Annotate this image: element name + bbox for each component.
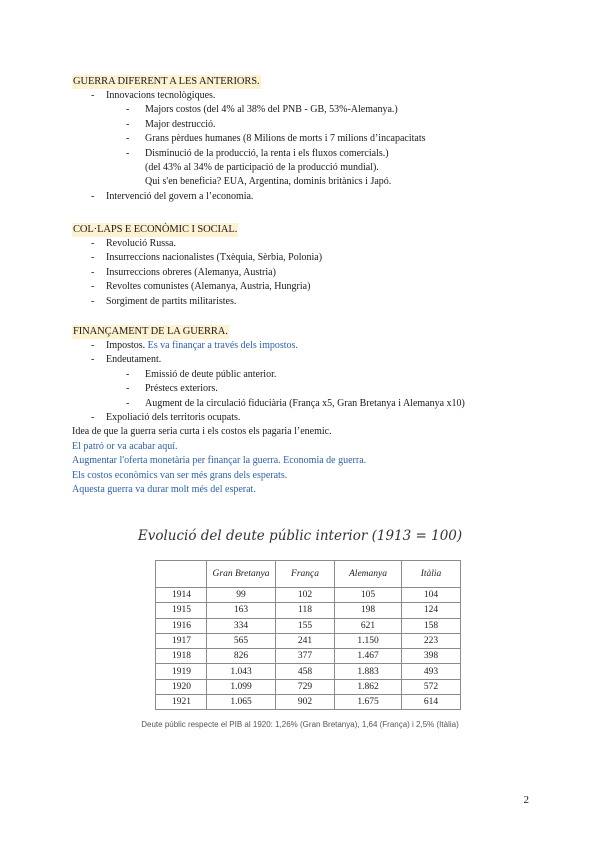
table-cell: 572 [402, 679, 461, 694]
table-cell: 1.043 [207, 664, 276, 679]
table-cell: 118 [276, 603, 335, 618]
list-item: - Majors costos (del 4% al 38% del PNB - GB, 53%-Alemanya.) [126, 104, 398, 116]
list-item: - Grans pèrdues humanes (8 Milions de morts i 7 milions d’incapacitats [126, 133, 426, 145]
table-year-cell: 1915 [156, 603, 207, 618]
list-item: - Disminució de la producció, la renta i els fluxos comercials.) [126, 147, 389, 159]
list-item: - Endeutament. [91, 354, 162, 366]
list-item: - Insurreccions nacionalistes (Txèquia, Sèrbia, Polonia) [91, 252, 323, 264]
table-title: Evolució del deute públic interior (1913 = 100) [137, 528, 463, 544]
list-item: - Intervenció del govern a l’economia. [91, 190, 254, 202]
table-cell: 1.467 [335, 649, 402, 664]
table-header-row [156, 561, 461, 588]
section-heading: FINANÇAMENT DE LA GUERRA. [73, 326, 228, 337]
list-item-continuation: Qui s'en beneficia? EUA, Argentina, dominis britànics i Japó. [145, 176, 392, 188]
note-line: Els costos econòmics van ser més grans dels esperats. [72, 469, 288, 481]
table-cell: 1.675 [335, 695, 402, 710]
note-line: Augmentar l'oferta monetària per finançar la guerra. Economia de guerra. [72, 455, 367, 467]
table-caption: Deute públic respecte el PIB al 1920: 1,26% (Gran Bretanya), 1,64 (França) i 2,5% (Itàlia) [141, 720, 459, 729]
list-item: - Innovacions tecnològiques. [91, 90, 216, 101]
list-item: - Revoltes comunistes (Alemanya, Austria, Hungria) [91, 281, 311, 293]
table-header-cell [156, 561, 207, 588]
table-row [156, 588, 461, 603]
section-war-financing [72, 321, 542, 497]
table-cell: 1.065 [207, 695, 276, 710]
debt-table [155, 560, 461, 710]
table-cell: 614 [402, 695, 461, 710]
section-war-differences [72, 71, 542, 204]
note-line: El patró or va acabar aquí. [72, 440, 178, 452]
table-cell: 198 [335, 603, 402, 618]
table-row [156, 695, 461, 710]
table-year-cell: 1917 [156, 633, 207, 648]
table-year-cell: 1914 [156, 588, 207, 603]
table-cell: 1.862 [335, 679, 402, 694]
table-cell: 124 [402, 603, 461, 618]
table-cell: 1.883 [335, 664, 402, 679]
table-row [156, 633, 461, 648]
table-cell: 493 [402, 664, 461, 679]
table-year-cell: 1918 [156, 649, 207, 664]
list-item: - Expoliació dels territoris ocupats. [91, 412, 241, 424]
table-header-cell: Itàlia [402, 561, 461, 588]
list-item: - Revolució Russa. [91, 238, 176, 249]
table-header-cell: Alemanya [335, 561, 402, 588]
list-item: - Emissió de deute públic anterior. [126, 368, 277, 380]
list-item: - Major destrucció. [126, 118, 216, 130]
table-header-cell: Gran Bretanya [207, 561, 276, 588]
table-cell: 155 [276, 618, 335, 633]
list-item: - Préstecs exteriors. [126, 383, 218, 395]
table-cell: 729 [276, 679, 335, 694]
table-cell: 105 [335, 588, 402, 603]
section-collapse [72, 219, 542, 309]
table-cell: 1.099 [207, 679, 276, 694]
page-number: 2 [523, 794, 529, 806]
table-year-cell: 1916 [156, 618, 207, 633]
table-header-cell: França [276, 561, 335, 588]
table-cell: 158 [402, 618, 461, 633]
table-row [156, 664, 461, 679]
list-item-continuation: (del 43% al 34% de participació de la producció mundial). [145, 162, 379, 174]
table-cell: 223 [402, 633, 461, 648]
table-cell: 621 [335, 618, 402, 633]
section-heading: COL·LAPS E ECONÒMIC I SOCIAL. [73, 224, 238, 235]
list-item: - Insurreccions obreres (Alemanya, Austria) [91, 266, 276, 278]
table-cell: 565 [207, 633, 276, 648]
list-item: - Sorgiment de partits militaristes. [91, 295, 237, 307]
table-cell: 1.150 [335, 633, 402, 648]
note-line: Idea de que la guerra seria curta i els costos els pagaria l’enemic. [72, 426, 332, 438]
table-cell: 826 [207, 649, 276, 664]
table-cell: 102 [276, 588, 335, 603]
list-item: - Impostos. Es va finançar a través dels impostos. [91, 340, 298, 351]
table-cell: 99 [207, 588, 276, 603]
table-row [156, 603, 461, 618]
table-cell: 241 [276, 633, 335, 648]
table-cell: 458 [276, 664, 335, 679]
note-line: Aquesta guerra va durar molt més del esperat. [72, 484, 256, 496]
table-cell: 334 [207, 618, 276, 633]
table-cell: 163 [207, 603, 276, 618]
list-item: - Augment de la circulació fiduciària (França x5, Gran Bretanya i Alemanya x10) [126, 397, 465, 409]
table-row [156, 679, 461, 694]
table-row [156, 649, 461, 664]
section-heading: GUERRA DIFERENT A LES ANTERIORS. [73, 76, 260, 87]
blue-annotation: Es va finançar a través dels impostos. [147, 340, 298, 351]
table-cell: 377 [276, 649, 335, 664]
table-year-cell: 1919 [156, 664, 207, 679]
table-cell: 104 [402, 588, 461, 603]
table-cell: 398 [402, 649, 461, 664]
table-cell: 902 [276, 695, 335, 710]
table-row [156, 618, 461, 633]
table-year-cell: 1920 [156, 679, 207, 694]
table-year-cell: 1921 [156, 695, 207, 710]
